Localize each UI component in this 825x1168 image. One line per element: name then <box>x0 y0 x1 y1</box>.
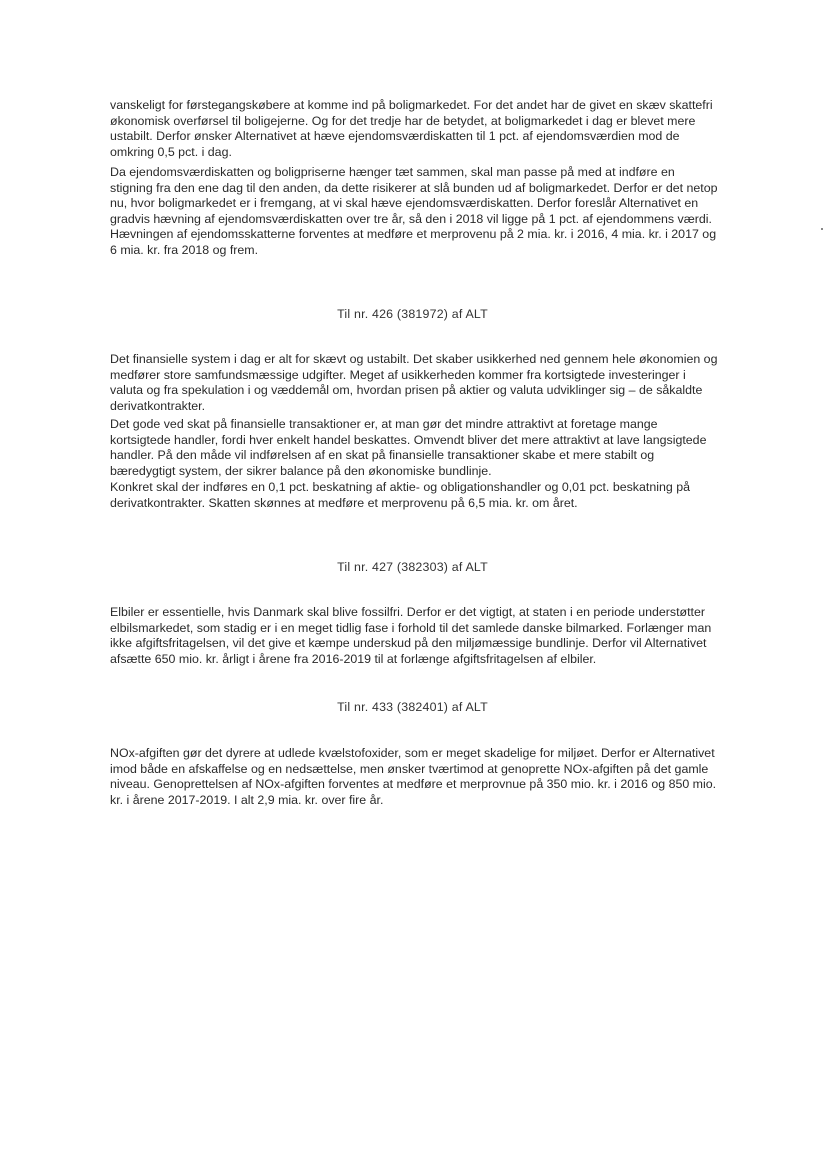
paragraph-financial-system <box>110 352 718 414</box>
text-line: ustabilt. Derfor ønsker Alternativet at hæve ejendomsværdiskatten til 1 pct. af ejendomsværdien mod de <box>110 129 680 144</box>
text-line: kr. i årene 2017-2019. I alt 2,9 mia. kr. over fire år. <box>110 792 384 807</box>
text-line: elbilsmarkedet, som stadig er i en meget tidlig fase i forhold til det samlede danske bilmarked. Forlænger man <box>110 620 712 635</box>
text-line: afsætte 650 mio. kr. årligt i årene fra 2016-2019 til at forlænge afgiftsfritagelsen af elbiler. <box>110 651 597 666</box>
text-line: gradvis hævning af ejendomsværdiskatten over tre år, så den i 2018 vil ligge på 1 pct. af ejendommens værdi. <box>110 211 712 226</box>
text-line: økonomisk overførsel til boligejerne. Og for det tredje har de betydet, at boligmarkedet i dag er blevet mere <box>110 113 696 128</box>
text-line: Elbiler er essentielle, hvis Danmark skal blive fossilfri. Derfor er det vigtigt, at staten i en periode understøtter <box>110 605 706 619</box>
section-heading-433: Til nr. 433 (382401) af ALT <box>337 700 488 714</box>
paragraph-transaction-tax-specifics <box>110 480 710 511</box>
paragraph-property-tax-intro <box>110 98 713 160</box>
text-line: Hævningen af ejendomsskatterne forventes at medføre et merprovenu på 2 mia. kr. i 2016, 4 mia. kr. i 2017 og <box>110 227 717 242</box>
text-line: derivatkontrakter. <box>110 398 206 413</box>
text-line: NOx-afgiften gør det dyrere at udlede kvælstofoxider, som er meget skadelige for miljøet. Derfor er Alternativet <box>110 746 715 760</box>
text-line: imod både en afskaffelse og en nedsættelse, men ønsker tværtimod at genoprette NOx-afgiften på det gamle <box>110 761 709 776</box>
section-heading-426: Til nr. 426 (381972) af ALT <box>337 307 488 321</box>
text-line: omkring 0,5 pct. i dag. <box>110 144 232 159</box>
text-line: ikke afgiftsfritagelsen, vil det give et kæmpe underskud på den miljømæssige bundlinje. Derfor vil Alternativet <box>110 636 707 651</box>
text-line: niveau. Genoprettelsen af NOx-afgiften forventes at medføre et merprovnue på 350 mio. kr. i 2016 og 850 mio. <box>110 777 717 792</box>
text-line: derivatkontrakter. Skatten skønnes at medføre et merprovenu på 6,5 mia. kr. om året. <box>110 495 578 510</box>
paragraph-property-tax-increase <box>110 165 718 259</box>
text-line: Det gode ved skat på finansielle transaktioner er, at man gør det mindre attraktivt at foretage mange <box>110 417 658 431</box>
text-line: Konkret skal der indføres en 0,1 pct. beskatning af aktie- og obligationshandler og 0,01 pct. beskatning på <box>110 480 690 494</box>
text-line: Det finansielle system i dag er alt for skævt og ustabilt. Det skaber usikkerhed ned gennem hele økonomien og <box>110 352 718 366</box>
scan-speck <box>821 228 823 230</box>
text-line: kortsigtede handler, fordi hver enkelt handel beskattes. Omvendt bliver det mere attraktivt at lave langsigtede <box>110 432 707 447</box>
text-line: handler. På den måde vil indførelsen af en skat på finansielle transaktioner skabe et mere stabilt og <box>110 448 655 463</box>
text-line: stigning fra den ene dag til den anden, da dette risikerer at slå bunden ud af boligmarkedet. Derfor er det netop <box>110 180 718 195</box>
text-line: bæredygtigt system, der sikrer balance på den økonomiske bundlinje. <box>110 463 492 478</box>
section-heading-427: Til nr. 427 (382303) af ALT <box>337 560 488 574</box>
text-line: medfører store samfundsmæssige udgifter. Meget af usikkerheden kommer fra kortsigtede investeringer i <box>110 367 686 382</box>
text-line: vanskeligt for førstegangskøbere at komme ind på boligmarkedet. For det andet har de givet en skæv skattefri <box>110 98 713 112</box>
text-line: 6 mia. kr. fra 2018 og frem. <box>110 242 259 257</box>
text-line: valuta og fra spekulation i og væddemål om, hvordan prisen på aktier og valuta udviklinger sig – de såkaldte <box>110 383 703 398</box>
text-line: nu, hvor boligmarkedet er i fremgang, at vi skal hæve ejendomsværdiskatten. Derfor foreslår Alternativet en <box>110 196 699 211</box>
text-line: Da ejendomsværdiskatten og boligpriserne hænger tæt sammen, skal man passe på med at indføre en <box>110 165 675 179</box>
paragraph-electric-cars <box>110 605 710 667</box>
paragraph-nox-tax <box>110 746 717 808</box>
paragraph-transaction-tax-benefits <box>110 417 710 479</box>
